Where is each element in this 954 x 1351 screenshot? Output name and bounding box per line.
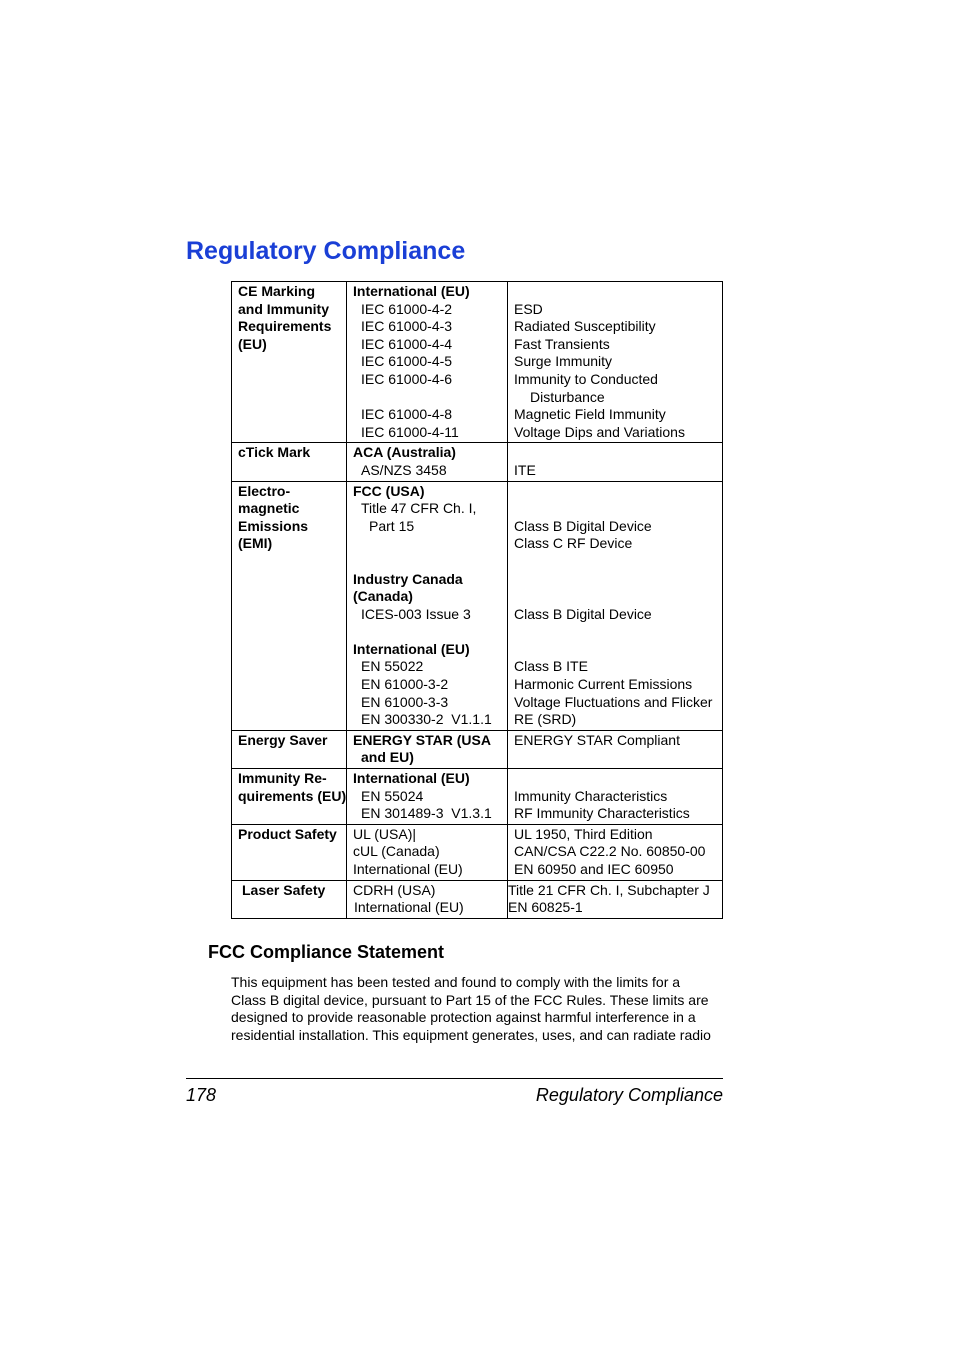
table-row-ctick bbox=[232, 443, 723, 481]
category-label: cTick Mark bbox=[238, 444, 311, 461]
standard-cell bbox=[347, 443, 508, 481]
standard-cell bbox=[347, 880, 508, 918]
table-row-emi bbox=[232, 481, 723, 730]
category-label: Energy Saver bbox=[238, 731, 328, 748]
standard-item: ICES-003 Issue 3 bbox=[361, 605, 471, 622]
standard-item: IEC 61000-4-2 bbox=[361, 300, 453, 317]
authority-label: CDRH (USA) bbox=[353, 881, 436, 898]
paragraph-line: Class B digital device, pursuant to Part 15 of the FCC Rules. These limits are bbox=[231, 991, 709, 1008]
standard-item: IEC 61000-4-11 bbox=[361, 423, 459, 440]
description-item: Class C RF Device bbox=[514, 535, 633, 552]
standard-item: EN 61000-3-2 bbox=[361, 676, 449, 693]
category-label: (EMI) bbox=[238, 535, 273, 552]
authority-label: ENERGY STAR (USA bbox=[353, 731, 491, 748]
standard-item: IEC 61000-4-6 bbox=[361, 370, 453, 387]
standard-cell bbox=[347, 282, 508, 443]
authority-label: cUL (Canada) bbox=[353, 843, 440, 860]
description-item: RE (SRD) bbox=[514, 711, 577, 728]
category-label: Laser Safety bbox=[242, 881, 326, 898]
standard-item: EN 55022 bbox=[361, 658, 424, 675]
description-item: Radiated Susceptibility bbox=[514, 318, 656, 335]
description-item: Title 21 CFR Ch. I, Subchapter J bbox=[508, 881, 710, 898]
authority-label: International (EU) bbox=[354, 899, 464, 916]
authority-label: ACA (Australia) bbox=[353, 444, 456, 461]
standard-item: IEC 61000-4-5 bbox=[361, 353, 453, 370]
category-label: Requirements bbox=[238, 318, 332, 335]
section-heading: FCC Compliance Statement bbox=[208, 942, 445, 962]
category-label: Immunity Re- bbox=[238, 770, 327, 787]
authority-label: UL (USA)| bbox=[353, 825, 417, 842]
authority-label: International (EU) bbox=[353, 861, 463, 877]
description-item: EN 60825-1 bbox=[508, 899, 583, 916]
category-cell bbox=[232, 730, 347, 768]
table-row-laser-safety bbox=[232, 880, 723, 918]
authority-label: and EU) bbox=[361, 749, 414, 766]
category-cell bbox=[232, 824, 347, 880]
description-item bbox=[514, 283, 722, 301]
category-label: Product Safety bbox=[238, 825, 337, 842]
description-item: Harmonic Current Emissions bbox=[514, 676, 693, 693]
standard-item: IEC 61000-4-3 bbox=[361, 318, 453, 335]
standard-item: Title 47 CFR Ch. I, bbox=[361, 500, 477, 517]
running-footer-title: Regulatory Compliance bbox=[535, 1085, 723, 1105]
category-cell bbox=[232, 443, 347, 481]
category-cell bbox=[232, 282, 347, 443]
description-item: UL 1950, Third Edition bbox=[514, 825, 653, 842]
table-row-product-safety bbox=[232, 824, 723, 880]
standard-item: AS/NZS 3458 bbox=[361, 461, 447, 478]
standard-item: EN 301489-3 V1.3.1 bbox=[361, 805, 492, 822]
authority-label: (Canada) bbox=[353, 588, 413, 605]
standard-item: EN 61000-3-3 bbox=[361, 693, 449, 710]
category-label: Emissions bbox=[238, 517, 309, 534]
standard-cell bbox=[347, 824, 508, 880]
description-item: ESD bbox=[514, 300, 543, 317]
description-item: RF Immunity Characteristics bbox=[514, 805, 690, 822]
description-item: CAN/CSA C22.2 No. 60850-00 bbox=[514, 843, 706, 860]
standard-item: IEC 61000-4-4 bbox=[361, 335, 453, 352]
description-cell bbox=[508, 730, 723, 768]
description-cell bbox=[508, 481, 723, 730]
description-cell bbox=[508, 443, 723, 481]
description-item: Surge Immunity bbox=[514, 353, 613, 370]
description-item: EN 60950 and IEC 60950 bbox=[514, 861, 674, 877]
description-item: Disturbance bbox=[530, 388, 605, 405]
page-number: 178 bbox=[186, 1085, 217, 1105]
standard-cell bbox=[347, 730, 508, 768]
regulatory-table bbox=[231, 281, 723, 919]
body-paragraph bbox=[231, 974, 726, 1044]
paragraph-line: This equipment has been tested and found to comply with the limits for a bbox=[231, 974, 681, 990]
authority-label: International (EU) bbox=[353, 283, 470, 299]
description-cell bbox=[508, 824, 723, 880]
description-item: Immunity Characteristics bbox=[514, 787, 668, 804]
table-row-immunity bbox=[232, 769, 723, 825]
paragraph-line: residential installation. This equipment generates, uses, and can radiate radio bbox=[231, 1026, 711, 1043]
category-cell bbox=[232, 481, 347, 730]
paragraph-line: designed to provide reasonable protection against harmful interference in a bbox=[231, 1009, 696, 1026]
category-label: CE Marking bbox=[238, 283, 316, 299]
standard-item: IEC 61000-4-8 bbox=[361, 406, 453, 423]
standard-item: EN 300330-2 V1.1.1 bbox=[361, 711, 492, 728]
standard-item bbox=[353, 389, 507, 407]
description-item: Voltage Dips and Variations bbox=[514, 423, 685, 440]
description-item: Magnetic Field Immunity bbox=[514, 406, 666, 423]
description-item: Class B Digital Device bbox=[514, 517, 652, 534]
page-title: Regulatory Compliance bbox=[186, 237, 466, 265]
description-item: Immunity to Conducted bbox=[514, 370, 658, 387]
description-cell bbox=[508, 282, 723, 443]
category-label: magnetic bbox=[238, 500, 300, 517]
authority-label: International (EU) bbox=[353, 770, 470, 787]
standard-item: Part 15 bbox=[369, 517, 415, 534]
description-item: ITE bbox=[514, 461, 536, 478]
category-cell bbox=[232, 880, 347, 918]
standard-item: EN 55024 bbox=[361, 787, 424, 804]
category-label: (EU) bbox=[238, 335, 267, 352]
authority-label: Industry Canada bbox=[353, 570, 463, 587]
category-cell bbox=[232, 769, 347, 825]
footer-divider bbox=[186, 1078, 723, 1079]
description-cell bbox=[508, 880, 723, 918]
description-item: Fast Transients bbox=[514, 335, 610, 352]
description-item: ENERGY STAR Compliant bbox=[514, 731, 680, 748]
category-label: Electro- bbox=[238, 482, 291, 499]
table-row-ce-marking bbox=[232, 282, 723, 443]
authority-label: International (EU) bbox=[353, 640, 470, 657]
category-label: quirements (EU) bbox=[238, 787, 347, 804]
description-item: Class B Digital Device bbox=[514, 605, 652, 622]
description-item: Class B ITE bbox=[514, 658, 588, 675]
standard-cell bbox=[347, 769, 508, 825]
category-label: and Immunity bbox=[238, 300, 330, 317]
description-item: Voltage Fluctuations and Flicker bbox=[514, 693, 713, 710]
authority-label: FCC (USA) bbox=[353, 482, 425, 499]
standard-cell bbox=[347, 481, 508, 730]
description-cell bbox=[508, 769, 723, 825]
table-row-energy-saver bbox=[232, 730, 723, 768]
